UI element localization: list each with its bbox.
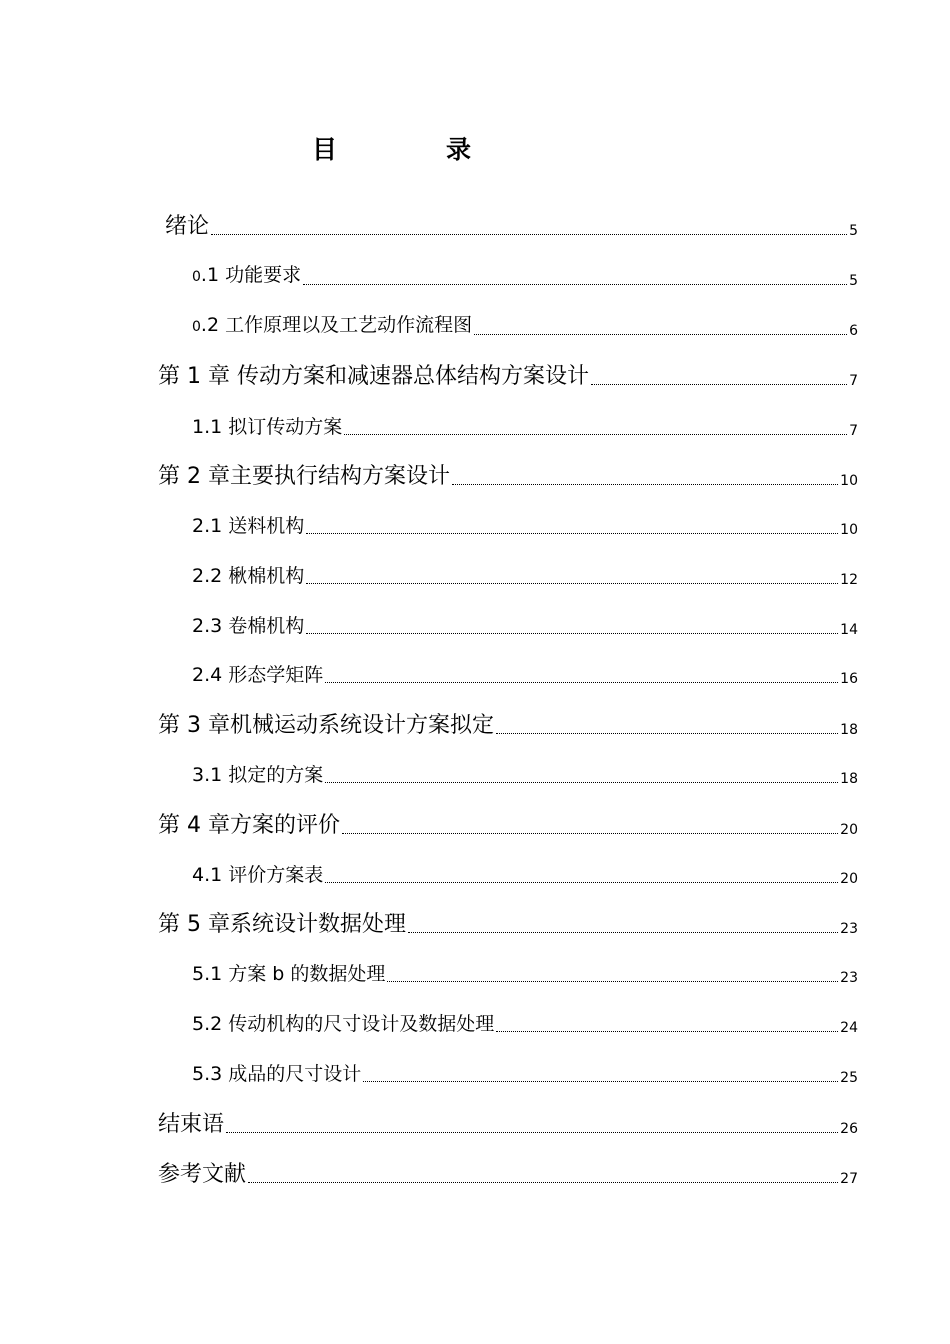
toc-page-number: 5 [849, 273, 858, 289]
toc-entry-title [192, 760, 323, 790]
toc-entry-title [158, 711, 494, 741]
toc-entry-prefix: 0 [192, 319, 201, 335]
toc-page-number: 18 [840, 722, 858, 738]
toc-entry-title [192, 611, 304, 641]
toc-entry-text: .1 功能要求 [200, 264, 302, 286]
toc-entry-text: 2.1 送料机构 [192, 515, 305, 537]
toc-entry-title [158, 362, 589, 392]
toc-dot-leader [325, 682, 838, 683]
toc-entry-text: 第 2 章主要执行结构方案设计 [158, 464, 450, 489]
toc-entry-text: 绪论 [165, 214, 210, 239]
toc-entry-title [158, 462, 450, 492]
toc-page-number: 10 [840, 473, 858, 489]
toc-dot-leader [496, 733, 838, 734]
toc-page-number: 20 [840, 822, 858, 838]
toc-entry-text: 第 1 章 传动方案和减速器总体结构方案设计 [158, 364, 589, 389]
toc-entry-text: .2 工作原理以及工艺动作流程图 [200, 314, 473, 336]
toc-section-entry[interactable] [192, 408, 858, 442]
toc-page-number: 25 [840, 1070, 858, 1086]
toc-entry-title [158, 1160, 246, 1190]
toc-dot-leader [363, 1081, 838, 1082]
toc-page-number: 20 [840, 871, 858, 887]
toc-entry-title [192, 412, 342, 442]
toc-dot-leader [325, 782, 838, 783]
toc-entry-title [192, 1009, 494, 1039]
toc-entry-text: 1.1 拟订传动方案 [192, 416, 343, 438]
toc-section-entry[interactable] [192, 258, 858, 292]
toc-entry-text: 第 5 章系统设计数据处理 [158, 912, 406, 937]
toc-entry-text: 3.1 拟定的方案 [192, 764, 324, 786]
toc-page-number: 14 [840, 622, 858, 638]
toc-entry-text: 5.2 传动机构的尺寸设计及数据处理 [192, 1013, 495, 1035]
toc-dot-leader [306, 533, 838, 534]
toc-dot-leader [591, 384, 847, 385]
toc-entry-text: 第 4 章方案的评价 [158, 813, 340, 838]
toc-page-number: 5 [849, 223, 858, 239]
toc-section-entry[interactable] [192, 607, 858, 641]
toc-section-entry[interactable] [192, 955, 858, 989]
toc-entry-title [192, 660, 323, 690]
toc-dot-leader [408, 932, 838, 933]
toc-entry-title [192, 561, 304, 591]
toc-section-entry[interactable] [192, 756, 858, 790]
toc-entry-title [192, 511, 304, 541]
toc-dot-leader [211, 234, 847, 235]
toc-dot-leader [226, 1132, 838, 1133]
toc-entry-text: 5.1 方案 b 的数据处理 [192, 963, 386, 985]
toc-dot-leader [303, 284, 847, 285]
toc-chapter-entry[interactable] [158, 1106, 858, 1140]
toc-page-number: 23 [840, 921, 858, 937]
toc-entry-text: 结束语 [158, 1112, 225, 1137]
toc-dot-leader [306, 583, 838, 584]
toc-chapter-entry[interactable] [158, 906, 858, 940]
toc-entry-text: 5.3 成品的尺寸设计 [192, 1063, 362, 1085]
toc-chapter-entry[interactable] [158, 1156, 858, 1190]
toc-page-number: 10 [840, 522, 858, 538]
toc-page-number: 26 [840, 1121, 858, 1137]
toc-entry-title [158, 910, 406, 940]
toc-chapter-entry[interactable] [158, 807, 858, 841]
toc-dot-leader [344, 434, 847, 435]
toc-dot-leader [342, 833, 838, 834]
toc-entry-text: 参考文献 [158, 1162, 247, 1187]
toc-dot-leader [496, 1031, 838, 1032]
toc-page-number: 7 [849, 423, 858, 439]
toc-page-number: 18 [840, 771, 858, 787]
toc-chapter-entry[interactable] [158, 458, 858, 492]
toc-page-number: 23 [840, 970, 858, 986]
toc-entry-title [192, 1059, 361, 1089]
toc-entry-prefix: 0 [192, 269, 201, 285]
toc-dot-leader [248, 1182, 838, 1183]
toc-page-number: 7 [849, 373, 858, 389]
toc-entry-text: 2.4 形态学矩阵 [192, 664, 324, 686]
toc-entry-title [192, 260, 301, 292]
toc-title-left-char: 目 [312, 135, 338, 164]
toc-entry-title [158, 811, 340, 841]
toc-section-entry[interactable] [192, 656, 858, 690]
toc-entry-title [192, 860, 323, 890]
toc-dot-leader [387, 981, 838, 982]
toc-page-number: 16 [840, 671, 858, 687]
toc-page-number: 6 [849, 323, 858, 339]
toc-chapter-entry[interactable] [158, 707, 858, 741]
toc-entry-text: 4.1 评价方案表 [192, 864, 324, 886]
toc-section-entry[interactable] [192, 1005, 858, 1039]
toc-entry-text: 第 3 章机械运动系统设计方案拟定 [158, 713, 494, 738]
toc-section-entry[interactable] [192, 856, 858, 890]
toc-page-number: 12 [840, 572, 858, 588]
toc-section-entry[interactable] [192, 1055, 858, 1089]
toc-section-entry[interactable] [192, 507, 858, 541]
toc-title [0, 132, 950, 172]
toc-dot-leader [306, 633, 838, 634]
toc-dot-leader [325, 882, 838, 883]
toc-entry-text: 2.2 楸棉机构 [192, 565, 305, 587]
toc-chapter-entry[interactable] [165, 208, 858, 242]
toc-entry-title [158, 1110, 224, 1140]
toc-entry-title [192, 310, 472, 342]
toc-title-right-char: 录 [446, 135, 472, 164]
toc-dot-leader [452, 484, 838, 485]
toc-dot-leader [474, 334, 847, 335]
toc-page-number: 27 [840, 1171, 858, 1187]
toc-entry-title [165, 212, 209, 242]
toc-section-entry[interactable] [192, 557, 858, 591]
toc-entry-text: 2.3 卷棉机构 [192, 615, 305, 637]
toc-section-entry[interactable] [192, 308, 858, 342]
toc-page-number: 24 [840, 1020, 858, 1036]
toc-chapter-entry[interactable] [158, 358, 858, 392]
toc-entry-title [192, 959, 385, 989]
